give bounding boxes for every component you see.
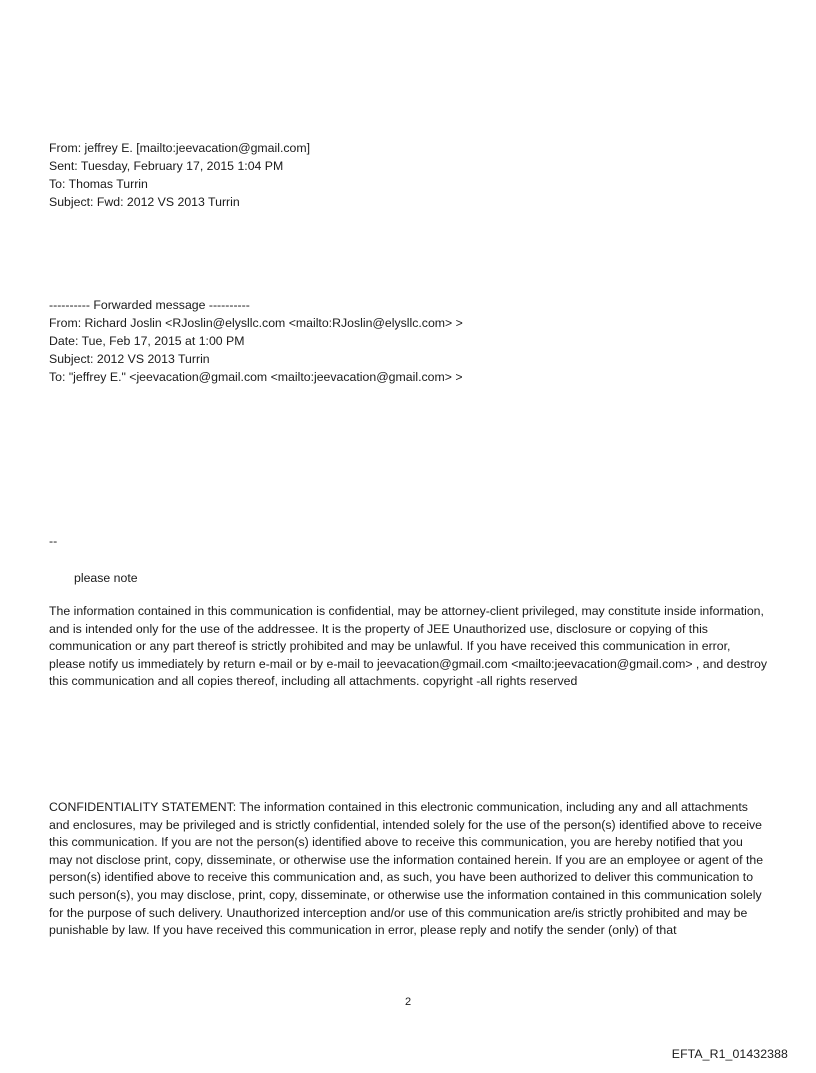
disclaimer-paragraph: The information contained in this communication is confidential, may be attorney-client privileged, may constitute inside information, and is intended only for the use of the addressee. It is the property of JEE Unauthorized use, disclosure or copying of this communication or any part thereof is strictly prohibited and may be unlawful. If you have received this communication in error, please notify us immediately by return e-mail or by e-mail to jeevacation@gmail.com <mailto:jeevacation@gmail.com> , and destroy this communication and all copies thereof, including all attachments. copyright -all rights reserved <box>49 604 768 689</box>
forwarded-separator: ---------- Forwarded message ---------- <box>49 298 250 312</box>
header-to: To: Thomas Turrin <box>49 177 148 191</box>
header-from: From: jeffrey E. [mailto:jeevacation@gmail.com] <box>49 141 311 155</box>
confidentiality-statement: CONFIDENTIALITY STATEMENT: The information contained in this electronic communication, including any and all attachments and enclosures, may be privileged and is strictly confidential, intended solely for the use of the person(s) identified above to receive this communication. If you are not the person(s) identified above to receive this communication, you are hereby notified that you may not disclose print, copy, disseminate, or otherwise use the information contained herein. If you are an employee or agent of the person(s) identified above to receive this communication and, as such, you have been authorized to deliver this communication to such person(s), you may disclose, print, copy, disseminate, or otherwise use the information contained in this communication solely for the purpose of such delivery. Unauthorized interception and/or use of this communication are/is strictly prohibited and may be punishable by law. If you have received this communication in error, please reply and notify the sender (only) of that <box>49 800 764 938</box>
forwarded-date: Date: Tue, Feb 17, 2015 at 1:00 PM <box>49 334 245 348</box>
header-sent: Sent: Tuesday, February 17, 2015 1:04 PM <box>49 159 284 173</box>
signature-dashes: -- <box>49 534 58 548</box>
forwarded-from: From: Richard Joslin <RJoslin@elysllc.com <mailto:RJoslin@elysllc.com> > <box>49 316 463 330</box>
header-subject: Subject: Fwd: 2012 VS 2013 Turrin <box>49 195 240 209</box>
forwarded-to: To: "jeffrey E." <jeevacation@gmail.com <mailto:jeevacation@gmail.com> > <box>49 370 463 384</box>
forwarded-subject: Subject: 2012 VS 2013 Turrin <box>49 352 210 366</box>
signature-note: please note <box>74 571 138 585</box>
page-number: 2 <box>404 996 412 1008</box>
bates-number: EFTA_R1_01432388 <box>671 1047 788 1061</box>
